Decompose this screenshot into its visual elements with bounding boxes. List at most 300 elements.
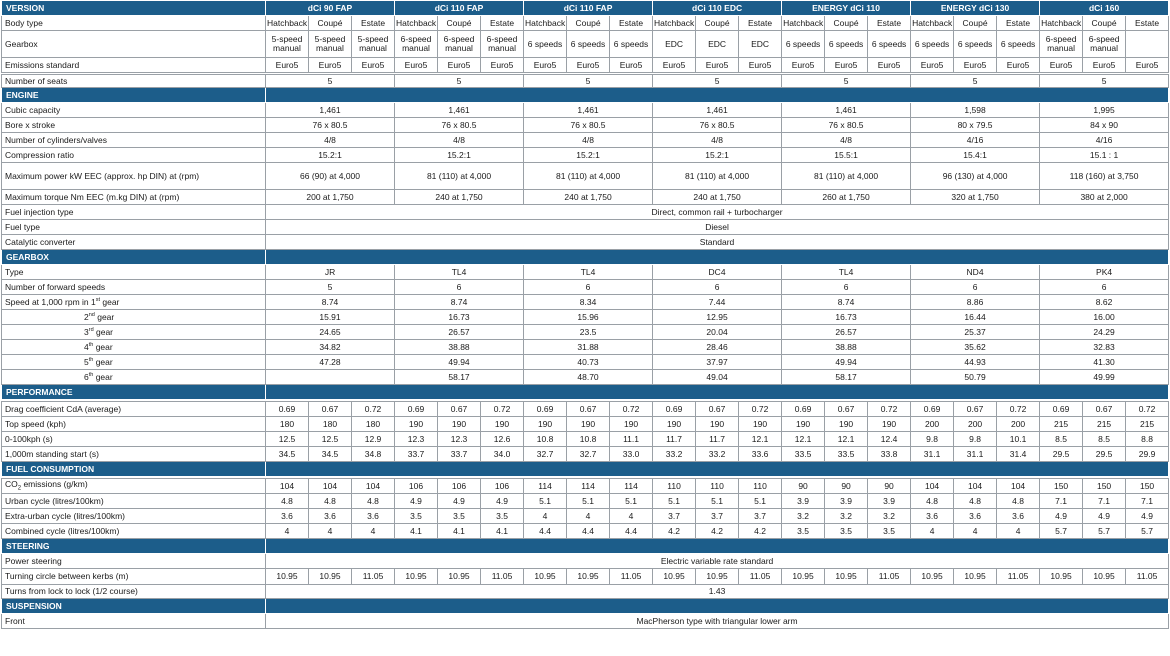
value-cell: Estate [352, 16, 395, 31]
value-cell: 76 x 80.5 [266, 118, 395, 133]
value-cell: 29.5 [1040, 447, 1083, 462]
row-label-text: Body type [5, 17, 43, 28]
value-cell: 10.1 [997, 432, 1040, 447]
value-cell: 8.74 [266, 295, 395, 310]
value-cell: 200 [997, 417, 1040, 432]
value-cell: 4/16 [1040, 133, 1169, 148]
value-cell: 0.72 [997, 402, 1040, 417]
value-cell: 3.2 [825, 509, 868, 524]
value-cell: 23.5 [524, 325, 653, 340]
ordinal-suffix: th [88, 341, 94, 348]
row-label [2, 370, 266, 385]
value-cell: Electric variable rate standard [266, 554, 1169, 569]
value-cell: 0.69 [524, 402, 567, 417]
value-cell: 3.9 [825, 494, 868, 509]
spec-row [2, 103, 1169, 118]
value-cell: 8.8 [1126, 432, 1169, 447]
value-cell: 10.95 [782, 569, 825, 585]
value-cell: 180 [309, 417, 352, 432]
row-label [2, 133, 266, 148]
value-cell: Coupé [825, 16, 868, 31]
value-cell: 4 [997, 524, 1040, 539]
value-cell: 26.57 [395, 325, 524, 340]
value-cell: 5.7 [1040, 524, 1083, 539]
spec-row [2, 235, 1169, 250]
value-cell: 76 x 80.5 [653, 118, 782, 133]
value-cell: 76 x 80.5 [395, 118, 524, 133]
row-label-text: CO [5, 479, 18, 489]
value-cell: 4.1 [481, 524, 524, 539]
row-label-text: Fuel type [5, 221, 40, 232]
value-cell: 190 [653, 417, 696, 432]
value-cell: 260 at 1,750 [782, 190, 911, 205]
version-name: ENERGY dCi 110 [782, 1, 911, 16]
value-cell: 5.1 [524, 494, 567, 509]
value-cell: 0.67 [825, 402, 868, 417]
value-cell: 5-speed manual [266, 31, 309, 58]
row-label-text: Type [5, 266, 24, 277]
spec-row [2, 310, 1169, 325]
value-cell: 4 [524, 509, 567, 524]
value-cell: 190 [825, 417, 868, 432]
value-cell: 190 [395, 417, 438, 432]
value-cell: Euro5 [739, 58, 782, 73]
spec-row [2, 417, 1169, 432]
value-cell: 12.5 [309, 432, 352, 447]
row-label [2, 280, 266, 295]
row-label [2, 31, 266, 58]
row-label-suffix: gear [93, 356, 113, 367]
value-cell: 4.1 [438, 524, 481, 539]
value-cell: 1,461 [782, 103, 911, 118]
spec-row [2, 370, 1169, 385]
value-cell: 190 [524, 417, 567, 432]
value-cell: ND4 [911, 265, 1040, 280]
value-cell: 3.7 [653, 509, 696, 524]
value-cell: Euro5 [653, 58, 696, 73]
value-cell: 380 at 2,000 [1040, 190, 1169, 205]
row-label [2, 554, 266, 569]
row-label [2, 447, 266, 462]
version-name: dCi 160 [1040, 1, 1169, 16]
value-cell: 5.1 [696, 494, 739, 509]
row-label-text: Maximum torque Nm EEC (m.kg DIN) at (rpm) [5, 191, 180, 202]
spec-row [2, 585, 1169, 599]
row-label [2, 235, 266, 250]
ordinal-suffix: th [88, 356, 94, 363]
row-label-text: Drag coefficient CdA (average) [5, 403, 122, 414]
row-label [2, 569, 266, 585]
row-label-text: Fuel injection type [5, 206, 74, 217]
value-cell: 104 [997, 479, 1040, 494]
value-cell: 1,995 [1040, 103, 1169, 118]
value-cell: 31.88 [524, 340, 653, 355]
value-cell: Coupé [567, 16, 610, 31]
value-cell: 10.95 [524, 569, 567, 585]
value-cell: 4.9 [395, 494, 438, 509]
value-cell: 190 [481, 417, 524, 432]
value-cell: 12.3 [395, 432, 438, 447]
value-cell: 15.5:1 [782, 148, 911, 163]
row-label [2, 310, 266, 325]
value-cell: 33.5 [825, 447, 868, 462]
spec-row [2, 524, 1169, 539]
value-cell: Euro5 [266, 58, 309, 73]
row-label [2, 509, 266, 524]
value-cell: Estate [997, 16, 1040, 31]
value-cell: 200 at 1,750 [266, 190, 395, 205]
row-label-text: Bore x stroke [5, 119, 56, 130]
value-cell: 5.7 [1126, 524, 1169, 539]
spec-row [2, 340, 1169, 355]
value-cell: 4.8 [352, 494, 395, 509]
value-cell: 0.67 [954, 402, 997, 417]
value-cell: 0.67 [567, 402, 610, 417]
value-cell: 15.96 [524, 310, 653, 325]
value-cell: 12.6 [481, 432, 524, 447]
value-cell: TL4 [782, 265, 911, 280]
value-cell: 10.95 [1040, 569, 1083, 585]
value-cell: 6 speeds [997, 31, 1040, 58]
value-cell: 7.1 [1126, 494, 1169, 509]
value-cell: 0.67 [438, 402, 481, 417]
value-cell: 190 [868, 417, 911, 432]
value-cell: 0.69 [395, 402, 438, 417]
value-cell: 180 [266, 417, 309, 432]
value-cell: Euro5 [825, 58, 868, 73]
value-cell [266, 370, 395, 385]
value-cell: 5 [395, 75, 524, 88]
value-cell: 12.9 [352, 432, 395, 447]
value-cell: 38.88 [395, 340, 524, 355]
version-name: dCi 90 FAP [266, 1, 395, 16]
value-cell: 104 [911, 479, 954, 494]
value-cell: 4 [567, 509, 610, 524]
value-cell: 6-speed manual [395, 31, 438, 58]
value-cell: 106 [438, 479, 481, 494]
value-cell: 104 [309, 479, 352, 494]
value-cell: 0.72 [352, 402, 395, 417]
value-cell: 5 [266, 75, 395, 88]
value-cell: 12.3 [438, 432, 481, 447]
value-cell: Estate [610, 16, 653, 31]
value-cell: 3.7 [696, 509, 739, 524]
value-cell: Euro5 [954, 58, 997, 73]
value-cell: 6-speed manual [1040, 31, 1083, 58]
value-cell: 3.6 [352, 509, 395, 524]
value-cell: 8.62 [1040, 295, 1169, 310]
value-cell: 6-speed manual [481, 31, 524, 58]
value-cell: 6 speeds [610, 31, 653, 58]
row-label [2, 58, 266, 73]
row-label-text: Top speed (kph) [5, 418, 66, 429]
value-cell: 3.6 [997, 509, 1040, 524]
value-cell: 40.73 [524, 355, 653, 370]
value-cell: 90 [868, 479, 911, 494]
value-cell: 3.9 [868, 494, 911, 509]
value-cell: 24.65 [266, 325, 395, 340]
value-cell: 3.2 [782, 509, 825, 524]
value-cell: 16.73 [782, 310, 911, 325]
version-name: dCi 110 FAP [524, 1, 653, 16]
value-cell: 190 [739, 417, 782, 432]
row-label-text: 6 [84, 371, 89, 382]
row-label [2, 118, 266, 133]
value-cell: 26.57 [782, 325, 911, 340]
value-cell: 4 [610, 509, 653, 524]
row-label-text: Maximum power kW EEC (approx. hp DIN) at (rpm) [5, 170, 200, 181]
ordinal-suffix: nd [88, 311, 95, 318]
value-cell: 6 [653, 280, 782, 295]
value-cell: 33.6 [739, 447, 782, 462]
value-cell: Euro5 [481, 58, 524, 73]
row-label [2, 479, 266, 494]
value-cell: 4.8 [309, 494, 352, 509]
value-cell: 6 speeds [911, 31, 954, 58]
value-cell: 10.95 [696, 569, 739, 585]
value-cell: 7.1 [1040, 494, 1083, 509]
value-cell: 44.93 [911, 355, 1040, 370]
section-header-gearbox [2, 250, 1169, 265]
row-label [2, 340, 266, 355]
value-cell: 104 [266, 479, 309, 494]
value-cell: 10.95 [825, 569, 868, 585]
value-cell: 7.1 [1083, 494, 1126, 509]
row-label-suffix: gear [93, 326, 113, 337]
value-cell: 4.1 [395, 524, 438, 539]
spec-row [2, 133, 1169, 148]
value-cell: 110 [653, 479, 696, 494]
value-cell: Hatchback [524, 16, 567, 31]
value-cell: Estate [739, 16, 782, 31]
value-cell: 3.5 [825, 524, 868, 539]
value-cell: 9.8 [954, 432, 997, 447]
row-label-text: Urban cycle (litres/100km) [5, 495, 104, 506]
value-cell: 150 [1126, 479, 1169, 494]
value-cell: 33.0 [610, 447, 653, 462]
row-label-text: 4 [84, 341, 89, 352]
section-title: VERSION [2, 1, 266, 16]
row-label [2, 190, 266, 205]
row-label-text: 0-100kph (s) [5, 433, 53, 444]
value-cell: Standard [266, 235, 1169, 250]
value-cell: 3.5 [395, 509, 438, 524]
value-cell: 8.5 [1083, 432, 1126, 447]
value-cell: 5.1 [739, 494, 782, 509]
value-cell: 15.1 : 1 [1040, 148, 1169, 163]
value-cell: 4/8 [266, 133, 395, 148]
value-cell: 4.8 [266, 494, 309, 509]
value-cell: 200 [954, 417, 997, 432]
value-cell: 3.9 [782, 494, 825, 509]
spec-row [2, 148, 1169, 163]
value-cell: Euro5 [438, 58, 481, 73]
value-cell: Euro5 [395, 58, 438, 73]
value-cell: 16.73 [395, 310, 524, 325]
value-cell: 6 [911, 280, 1040, 295]
value-cell: 76 x 80.5 [524, 118, 653, 133]
row-label [2, 103, 266, 118]
value-cell: 0.69 [1040, 402, 1083, 417]
value-cell: 6 [782, 280, 911, 295]
value-cell: 5 [653, 75, 782, 88]
row-label [2, 524, 266, 539]
row-label [2, 355, 266, 370]
value-cell: 31.1 [911, 447, 954, 462]
row-label [2, 148, 266, 163]
value-cell: 190 [438, 417, 481, 432]
value-cell: 8.5 [1040, 432, 1083, 447]
value-cell: 33.7 [395, 447, 438, 462]
spec-row [2, 402, 1169, 417]
value-cell: 47.28 [266, 355, 395, 370]
value-cell: Hatchback [1040, 16, 1083, 31]
value-cell: Estate [481, 16, 524, 31]
row-label-text: Power steering [5, 555, 62, 566]
spec-row [2, 554, 1169, 569]
value-cell: 33.2 [653, 447, 696, 462]
value-cell: TL4 [395, 265, 524, 280]
value-cell: Euro5 [911, 58, 954, 73]
value-cell: 4.4 [567, 524, 610, 539]
row-label-text: Number of cylinders/valves [5, 134, 108, 145]
value-cell: 76 x 80.5 [782, 118, 911, 133]
value-cell: TL4 [524, 265, 653, 280]
row-label-text: Number of forward speeds [5, 281, 106, 292]
value-cell: 6 speeds [868, 31, 911, 58]
row-label-text: Turning circle between kerbs (m) [5, 571, 129, 582]
value-cell: 3.5 [868, 524, 911, 539]
value-cell: Euro5 [696, 58, 739, 73]
value-cell: 58.17 [782, 370, 911, 385]
value-cell: 150 [1083, 479, 1126, 494]
value-cell: Euro5 [1040, 58, 1083, 73]
value-cell: 5-speed manual [309, 31, 352, 58]
row-label-suffix: gear [94, 311, 115, 322]
value-cell: Direct, common rail + turbocharger [266, 205, 1169, 220]
value-cell: EDC [739, 31, 782, 58]
version-name: dCi 110 EDC [653, 1, 782, 16]
value-cell: 114 [567, 479, 610, 494]
value-cell: 11.7 [653, 432, 696, 447]
value-cell: 0.69 [653, 402, 696, 417]
spec-row [2, 163, 1169, 190]
row-label [2, 585, 266, 599]
value-cell: 10.95 [653, 569, 696, 585]
value-cell: 20.04 [653, 325, 782, 340]
value-cell: 90 [825, 479, 868, 494]
value-cell: 5 [782, 75, 911, 88]
value-cell: 11.05 [610, 569, 653, 585]
value-cell: 12.5 [266, 432, 309, 447]
version-name: dCi 110 FAP [395, 1, 524, 16]
value-cell: Euro5 [1083, 58, 1126, 73]
row-label [2, 325, 266, 340]
value-cell: 114 [524, 479, 567, 494]
value-cell: 215 [1126, 417, 1169, 432]
value-cell: 28.46 [653, 340, 782, 355]
value-cell: 81 (110) at 4,000 [653, 163, 782, 190]
value-cell: 5.7 [1083, 524, 1126, 539]
value-cell: 24.29 [1040, 325, 1169, 340]
value-cell: 33.8 [868, 447, 911, 462]
value-cell: EDC [653, 31, 696, 58]
row-label-text: Emissions standard [5, 59, 80, 70]
value-cell: Euro5 [997, 58, 1040, 73]
value-cell: 3.6 [911, 509, 954, 524]
value-cell: 240 at 1,750 [653, 190, 782, 205]
value-cell: Euro5 [352, 58, 395, 73]
version-name: ENERGY dCi 130 [911, 1, 1040, 16]
row-label [2, 417, 266, 432]
value-cell: 34.82 [266, 340, 395, 355]
row-label-suffix: gear [100, 296, 120, 307]
value-cell: 10.95 [438, 569, 481, 585]
row-label [2, 75, 266, 88]
value-cell: Hatchback [395, 16, 438, 31]
value-cell: PK4 [1040, 265, 1169, 280]
value-cell: 0.72 [868, 402, 911, 417]
row-label-suffix: gear [93, 341, 113, 352]
value-cell: Euro5 [868, 58, 911, 73]
value-cell: DC4 [653, 265, 782, 280]
spec-row [2, 447, 1169, 462]
value-cell: 4 [266, 524, 309, 539]
value-cell: 5 [266, 280, 395, 295]
value-cell: 32.83 [1040, 340, 1169, 355]
value-cell: Hatchback [911, 16, 954, 31]
value-cell: 110 [739, 479, 782, 494]
value-cell: 34.5 [309, 447, 352, 462]
spec-row [2, 509, 1169, 524]
value-cell: 0.72 [739, 402, 782, 417]
value-cell: 10.95 [1083, 569, 1126, 585]
value-cell: 10.95 [309, 569, 352, 585]
section-header-steering [2, 539, 1169, 554]
value-cell: 215 [1083, 417, 1126, 432]
value-cell: 3.2 [868, 509, 911, 524]
row-label-suffix: emissions (g/km) [21, 479, 88, 489]
spec-row [2, 16, 1169, 31]
value-cell: 6-speed manual [1083, 31, 1126, 58]
value-cell: 3.6 [309, 509, 352, 524]
value-cell: 0.67 [696, 402, 739, 417]
value-cell: 0.72 [1126, 402, 1169, 417]
value-cell: 10.8 [524, 432, 567, 447]
value-cell: 33.2 [696, 447, 739, 462]
row-label-text: Front [5, 615, 25, 626]
value-cell: 3.5 [438, 509, 481, 524]
spec-row [2, 355, 1169, 370]
value-cell: 10.95 [395, 569, 438, 585]
value-cell: 29.9 [1126, 447, 1169, 462]
value-cell: 11.1 [610, 432, 653, 447]
section-header-fuel-consumption [2, 462, 1169, 477]
value-cell: 10.8 [567, 432, 610, 447]
value-cell: 10.95 [567, 569, 610, 585]
value-cell: 1,461 [395, 103, 524, 118]
value-cell: 0.67 [309, 402, 352, 417]
value-cell: 32.7 [567, 447, 610, 462]
value-cell: 25.37 [911, 325, 1040, 340]
value-cell: 190 [696, 417, 739, 432]
value-cell: 4/8 [395, 133, 524, 148]
value-cell: 1.43 [266, 585, 1169, 599]
row-label [2, 295, 266, 310]
spec-row [2, 31, 1169, 58]
value-cell: 1,461 [266, 103, 395, 118]
value-cell: Coupé [309, 16, 352, 31]
